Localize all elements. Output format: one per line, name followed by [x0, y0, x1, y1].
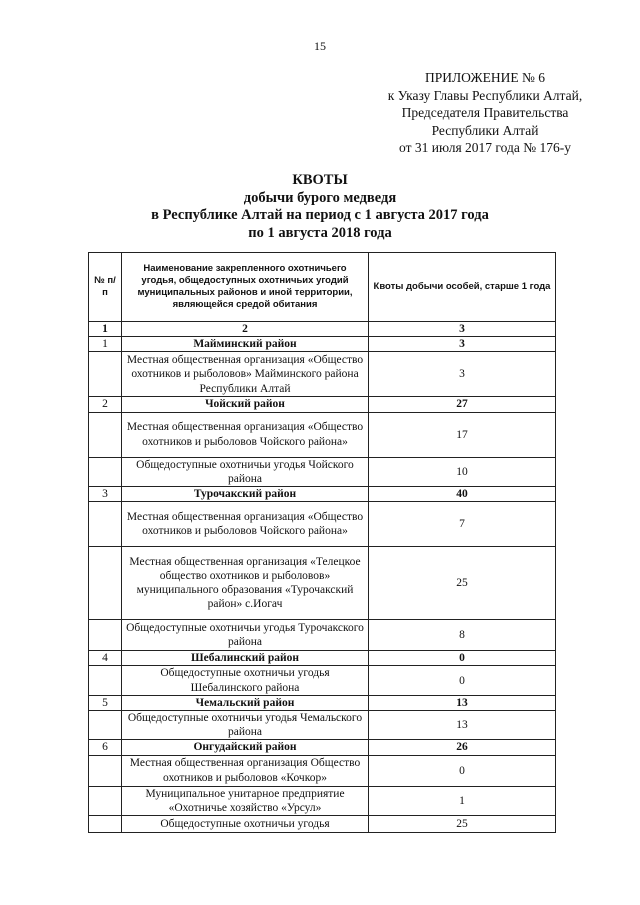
org-row	[89, 816, 556, 833]
district-quota: 26	[369, 740, 556, 755]
org-num-empty	[89, 352, 122, 397]
column-number: 2	[122, 322, 369, 337]
org-quota: 0	[369, 666, 556, 695]
district-quota: 40	[369, 487, 556, 502]
document-title	[80, 172, 560, 242]
org-name: Местная общественная организация «Общество охотников и рыболовов Чойского района»	[122, 412, 369, 457]
org-quota: 13	[369, 711, 556, 740]
district-row	[89, 651, 556, 666]
district-quota: 0	[369, 651, 556, 666]
table-header-row	[89, 253, 556, 322]
org-name: Общедоступные охотничьи угодья Чемальского района	[122, 711, 369, 740]
org-num-empty	[89, 786, 122, 815]
district-num: 4	[89, 651, 122, 666]
district-num: 6	[89, 740, 122, 755]
header-quota: Квоты добычи особей, старше 1 года	[369, 253, 556, 322]
district-row	[89, 487, 556, 502]
org-quota: 3	[369, 352, 556, 397]
appendix-line: Республики Алтай	[431, 122, 539, 138]
district-name: Чойский район	[122, 397, 369, 412]
title-line: в Республике Алтай на период с 1 августа 2017 года	[151, 207, 489, 223]
appendix-block	[355, 69, 615, 157]
appendix-line: Председателя Правительства	[401, 105, 569, 120]
org-row	[89, 547, 556, 620]
org-name: Муниципальное унитарное предприятие «Охотничье хозяйство «Урсул»	[122, 786, 369, 815]
org-name: Общедоступные охотничьи угодья Турочакского района	[122, 620, 369, 651]
org-quota: 8	[369, 620, 556, 651]
header-num: № п/п	[89, 253, 122, 322]
org-num-empty	[89, 666, 122, 695]
org-quota: 25	[369, 547, 556, 620]
org-quota: 7	[369, 502, 556, 547]
org-quota: 10	[369, 457, 556, 486]
org-name: Общедоступные охотничьи угодья Шебалинского района	[122, 666, 369, 695]
org-name: Местная общественная организация «Телецкое общество охотников и рыболовов» муниципального образования «Турочакский район» с.Иогач	[122, 547, 369, 620]
org-name: Местная общественная организация Общество охотников и рыболовов «Кочкор»	[122, 755, 369, 786]
district-row	[89, 740, 556, 755]
org-quota: 1	[369, 786, 556, 815]
column-number: 3	[369, 322, 556, 337]
org-name: Общедоступные охотничьи угодья	[122, 816, 369, 833]
district-name: Чемальский район	[122, 695, 369, 710]
appendix-line: ПРИЛОЖЕНИЕ № 6	[424, 70, 546, 85]
header-name: Наименование закрепленного охотничьего угодья, общедоступных охотничьих угодий муниципальных районов и иной территории, являющейся средой обитания	[122, 253, 369, 322]
org-num-empty	[89, 547, 122, 620]
column-number-row	[89, 322, 556, 337]
org-row	[89, 620, 556, 651]
title-line: КВОТЫ	[292, 172, 348, 188]
column-number: 1	[89, 322, 122, 337]
org-quota: 17	[369, 412, 556, 457]
district-num: 1	[89, 337, 122, 352]
district-quota: 13	[369, 695, 556, 710]
district-row	[89, 337, 556, 352]
page-number: 15	[314, 39, 326, 53]
org-row	[89, 666, 556, 695]
org-row	[89, 755, 556, 786]
org-quota: 25	[369, 816, 556, 833]
org-num-empty	[89, 457, 122, 486]
org-row	[89, 352, 556, 397]
org-row	[89, 786, 556, 815]
org-row	[89, 711, 556, 740]
org-name: Местная общественная организация «Общество охотников и рыболовов» Майминского района Республики Алтай	[122, 352, 369, 397]
district-num: 2	[89, 397, 122, 412]
org-num-empty	[89, 711, 122, 740]
title-line: по 1 августа 2018 года	[248, 224, 392, 241]
org-num-empty	[89, 620, 122, 651]
district-quota: 27	[369, 397, 556, 412]
district-name: Майминский район	[122, 337, 369, 352]
org-name: Общедоступные охотничьи угодья Чойского района	[122, 457, 369, 486]
district-row	[89, 397, 556, 412]
district-num: 5	[89, 695, 122, 710]
district-num: 3	[89, 487, 122, 502]
district-name: Шебалинский район	[122, 651, 369, 666]
district-quota: 3	[369, 337, 556, 352]
org-name: Местная общественная организация «Общество охотников и рыболовов Чойского района»	[122, 502, 369, 547]
org-num-empty	[89, 502, 122, 547]
district-row	[89, 695, 556, 710]
appendix-line: от 31 июля 2017 года № 176-у	[399, 140, 571, 155]
org-num-empty	[89, 412, 122, 457]
org-row	[89, 457, 556, 486]
district-name: Турочакский район	[122, 487, 369, 502]
title-line: добычи бурого медведя	[243, 189, 397, 206]
quotas-table	[88, 252, 556, 833]
table-body	[89, 322, 556, 833]
org-quota: 0	[369, 755, 556, 786]
district-name: Онгудайский район	[122, 740, 369, 755]
org-row	[89, 502, 556, 547]
appendix-line: к Указу Главы Республики Алтай,	[387, 87, 583, 103]
org-num-empty	[89, 755, 122, 786]
org-row	[89, 412, 556, 457]
org-num-empty	[89, 816, 122, 833]
